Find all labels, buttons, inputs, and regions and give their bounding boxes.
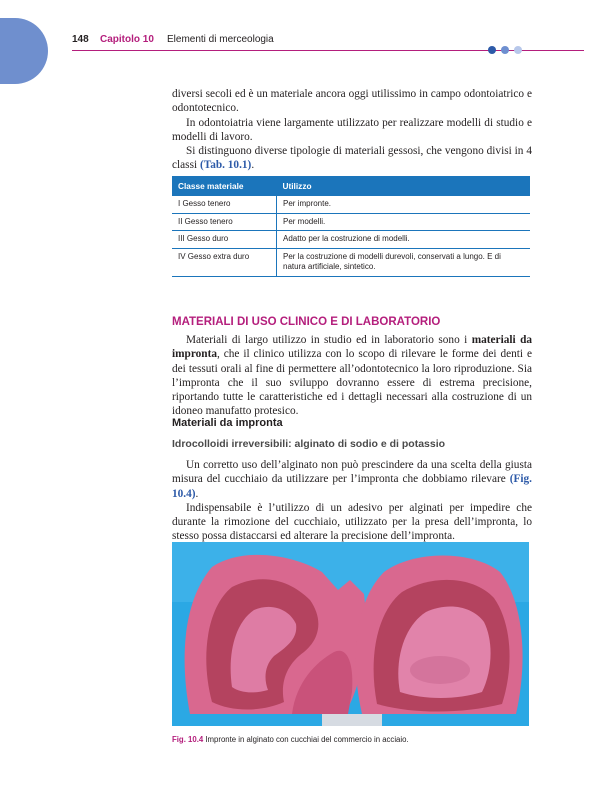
- table-header-use: Utilizzo: [277, 176, 531, 196]
- table-reference-link[interactable]: (Tab. 10.1): [199, 159, 252, 172]
- table-row: [172, 213, 530, 231]
- intro-paragraph-2: In odontoiatria viene largamente utilizzato per realizzare modelli di studio e modelli di lavoro.: [172, 116, 532, 143]
- table-cell-class: IV Gesso extra duro: [172, 248, 277, 276]
- figure-reference-link[interactable]: (Fig. 10.4): [172, 473, 532, 500]
- table-cell-class: I Gesso tenero: [172, 196, 277, 213]
- figure-caption-text: Impronte in alginato con cucchiai del commercio in acciaio.: [205, 735, 409, 744]
- subsection-text: [172, 458, 532, 544]
- header-dot: [488, 46, 496, 54]
- table-header-row: [172, 176, 530, 196]
- figure-caption: [172, 735, 409, 744]
- subsection-subheading: Idrocolloidi irreversibili: alginato di sodio e di potassio: [172, 438, 446, 450]
- table-cell-use: Per modelli.: [277, 213, 531, 231]
- intro-text: [172, 87, 532, 173]
- table-cell-use: Adatto per la costruzione di modelli.: [277, 231, 531, 249]
- table-cell-use: Per la costruzione di modelli durevoli, conservati a lungo. E di natura artificiale, sintetico.: [277, 248, 531, 276]
- subsection-paragraph-1-text: Un corretto uso dell’alginato non può prescindere da una scelta della giusta misura del cucchiaio da utilizzare per l’impronta che dobbiamo rilevare: [172, 459, 532, 486]
- gesso-classes-table: [172, 176, 530, 277]
- section-heading: MATERIALI DI USO CLINICO E DI LABORATORIO: [172, 316, 441, 328]
- table-header-class: Classe materiale: [172, 176, 277, 196]
- table-row: [172, 231, 530, 249]
- subsection-paragraph-2: Indispensabile è l’utilizzo di un adesivo per alginati per impedire che durante la rimozione del cucchiaio, utilizzato per la presa dell’impronta, lo stesso possa distaccarsi ed alterare la precisione dell’impronta.: [172, 501, 532, 543]
- table-row: [172, 248, 530, 276]
- table-cell-class: II Gesso tenero: [172, 213, 277, 231]
- section-paragraph-1-b: , che il clinico utilizza con lo scopo di rilevare le forme dei denti e dei tessuti orali al fine di permettere all’odontotecnico la loro riproduzione. Sia l’impronta che il suo sviluppo dovranno essere di estrema precisione, riportando tutte le caratteristiche ed i dettagli necessari alla costruzione di un idoneo manufatto protesico.: [172, 348, 532, 418]
- section-paragraph-1: [172, 333, 532, 419]
- intro-paragraph-1: diversi secoli ed è un materiale ancora oggi utilissimo in campo odontoiatrico e odontotecnico.: [172, 88, 532, 115]
- alginate-impressions-photo: [172, 542, 529, 726]
- intro-paragraph-3-text: Si distinguono diverse tipologie di materiali gessosi, che vengono divisi in 4 classi: [172, 145, 532, 172]
- header-dot: [501, 46, 509, 54]
- intro-paragraph-3-end: .: [251, 159, 255, 172]
- table-cell-class: III Gesso duro: [172, 231, 277, 249]
- subsection-paragraph-1-end: .: [195, 487, 199, 500]
- section-text: [172, 333, 532, 419]
- intro-paragraph-3: [172, 144, 532, 173]
- subsection-heading: Materiali da impronta: [172, 417, 283, 429]
- photo-illustration: [172, 542, 529, 726]
- header-dot: [514, 46, 522, 54]
- chapter-title: Elementi di merceologia: [167, 34, 274, 45]
- chapter-label: Capitolo 10: [100, 34, 154, 45]
- table-cell-use: Per impronte.: [277, 196, 531, 213]
- section-paragraph-1-a: Materiali di largo utilizzo in studio ed in laboratorio sono i: [186, 334, 472, 346]
- table-row: [172, 196, 530, 213]
- subsection-paragraph-1: [172, 458, 532, 501]
- chapter-tab-marker: [0, 18, 48, 84]
- page-number: 148: [72, 34, 89, 45]
- figure-label: Fig. 10.4: [172, 735, 204, 744]
- section-paragraph-1-bold: materiali da impronta: [172, 334, 532, 361]
